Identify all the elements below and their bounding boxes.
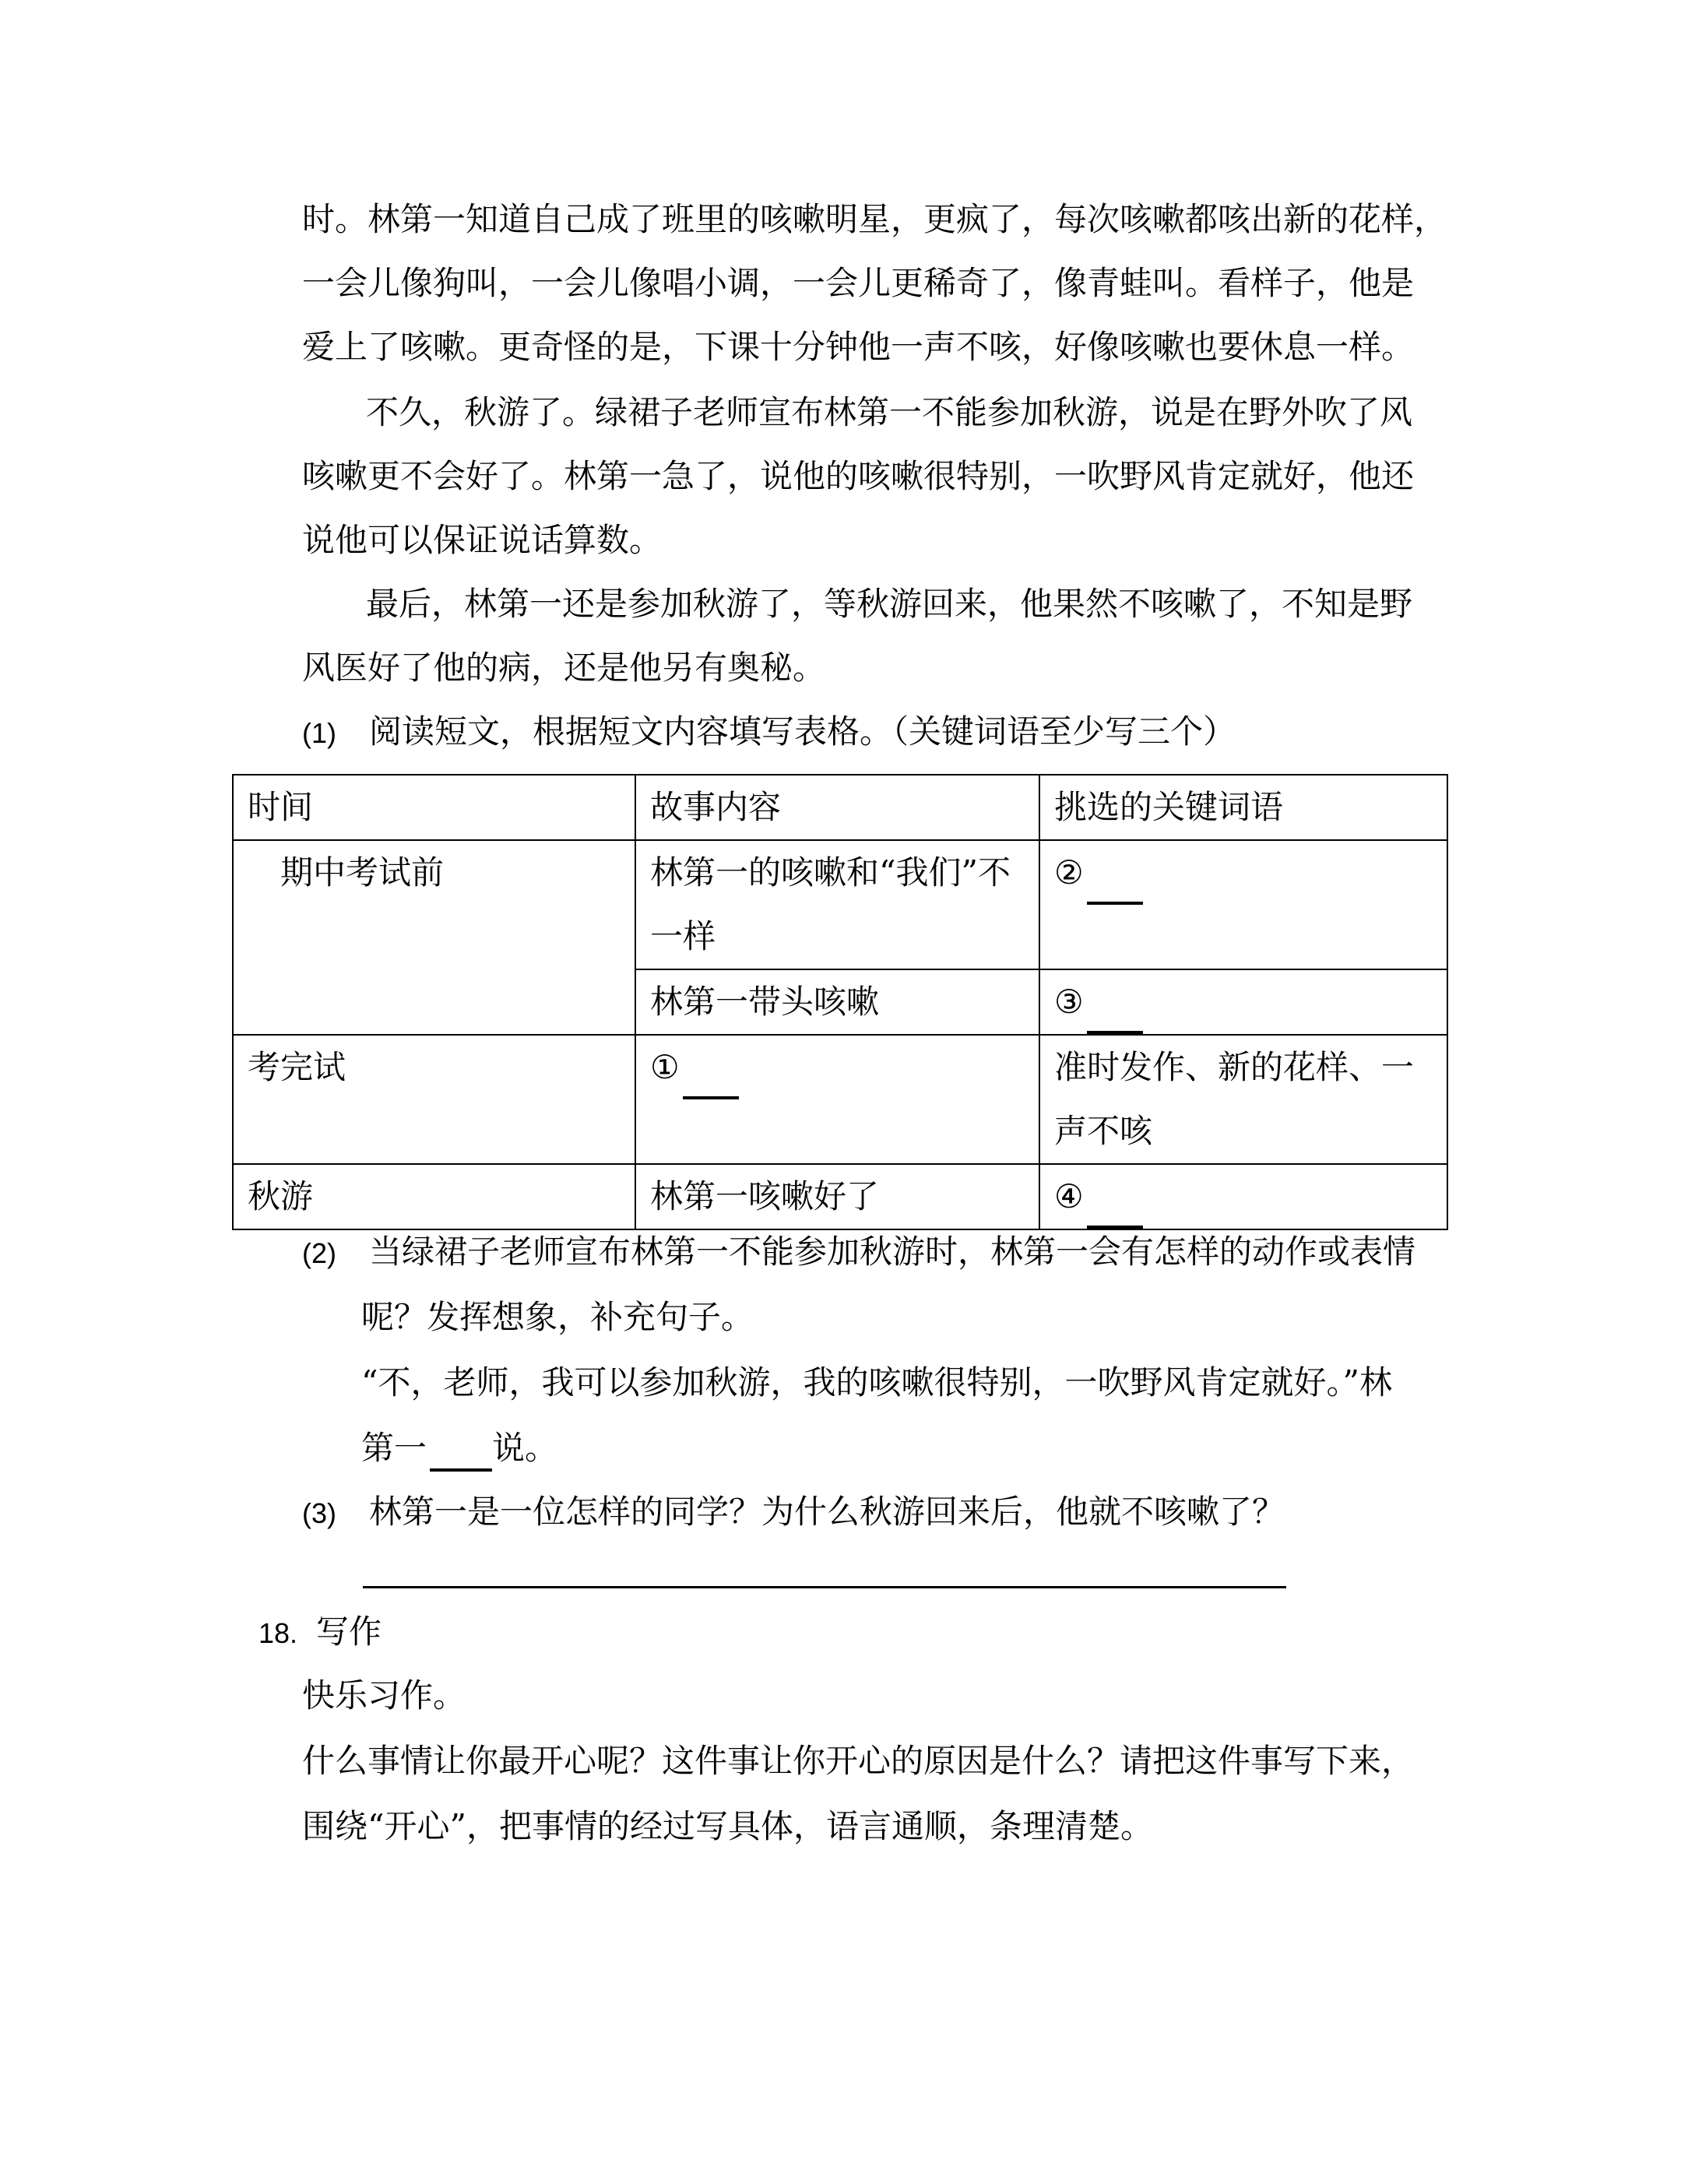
- question-text: “不，老师，我可以参加秋游，我的咳嗽很特别，一吹野风肯定就好。”林: [361, 1363, 1392, 1401]
- circled-number: ①: [650, 1048, 680, 1086]
- story-line: 最后，林第一还是参加秋游了，等秋游回来，他果然不咳嗽了，不知是野: [366, 585, 1413, 623]
- story-line: 爱上了咳嗽。更奇怪的是，下课十分钟他一声不咳，好像咳嗽也要休息一样。: [302, 328, 1415, 366]
- question-text: 当绿裙子老师宣布林第一不能参加秋游时，林第一会有怎样的动作或表情: [369, 1233, 1416, 1271]
- table-header-keywords: 挑选的关键词语: [1039, 775, 1447, 840]
- keyword-table: [232, 774, 1448, 1230]
- question-text: 呢？发挥想象，补充句子。: [361, 1298, 754, 1336]
- question-number: (1): [302, 717, 336, 749]
- fill-blank[interactable]: [1087, 867, 1143, 905]
- question-number: (3): [302, 1497, 336, 1529]
- question-number: (2): [302, 1237, 336, 1269]
- fill-blank[interactable]: [1087, 997, 1143, 1034]
- question-text: 阅读短文，根据短文内容填写表格。（关键词语至少写三个）: [369, 712, 1236, 751]
- table-cell-content: 林第一的咳嗽和“我们”不一样: [635, 840, 1039, 969]
- table-cell-keywords: [1039, 969, 1447, 1035]
- story-line: 不久，秋游了。绿裙子老师宣布林第一不能参加秋游，说是在野外吹了风: [366, 393, 1413, 431]
- fill-blank[interactable]: [430, 1434, 492, 1472]
- table-cell-time: 秋游: [233, 1164, 635, 1229]
- writing-subtitle: 快乐习作。: [302, 1676, 466, 1714]
- table-cell-content: 林第一带头咳嗽: [635, 969, 1039, 1035]
- table-cell-content: [635, 1035, 1039, 1164]
- question-text: [361, 1425, 557, 1472]
- story-line: 一会儿像狗叫，一会儿像唱小调，一会儿更稀奇了，像青蛙叫。看样子，他是: [302, 264, 1415, 302]
- table-cell-keywords: [1039, 840, 1447, 969]
- table-cell-content: 林第一咳嗽好了: [635, 1164, 1039, 1229]
- table-cell-keywords: 准时发作、新的花样、一声不咳: [1039, 1035, 1447, 1164]
- circled-number: ③: [1054, 983, 1084, 1021]
- story-line: 时。林第一知道自己成了班里的咳嗽明星，更疯了，每次咳嗽都咳出新的花样，: [302, 200, 1447, 238]
- sentence-start: 第一: [361, 1429, 427, 1467]
- fill-blank[interactable]: [683, 1062, 739, 1099]
- story-line: 说他可以保证说话算数。: [302, 521, 663, 559]
- fill-blank[interactable]: [1087, 1191, 1143, 1229]
- circled-number: ②: [1054, 853, 1084, 892]
- table-cell-time: 考完试: [233, 1035, 635, 1164]
- section-title: 写作: [316, 1613, 382, 1651]
- circled-number: ④: [1054, 1177, 1084, 1215]
- writing-prompt: 什么事情让你最开心呢？这件事让你开心的原因是什么？请把这件事写下来，: [302, 1742, 1415, 1780]
- story-line: 风医好了他的病，还是他另有奥秘。: [302, 649, 826, 687]
- answer-line[interactable]: [363, 1586, 1286, 1588]
- question-number: 18.: [258, 1617, 298, 1649]
- table-header-time: 时间: [233, 775, 635, 840]
- writing-prompt: 围绕“开心”，把事情的经过写具体，语言通顺，条理清楚。: [302, 1807, 1153, 1845]
- sentence-end: 说。: [492, 1429, 558, 1467]
- table-cell-time: 期中考试前: [233, 840, 635, 1035]
- question-text: 林第一是一位怎样的同学？为什么秋游回来后，他就不咳嗽了？: [369, 1493, 1285, 1531]
- story-line: 咳嗽更不会好了。林第一急了，说他的咳嗽很特别，一吹野风肯定就好，他还: [302, 457, 1415, 495]
- table-header-content: 故事内容: [635, 775, 1039, 840]
- table-cell-keywords: [1039, 1164, 1447, 1229]
